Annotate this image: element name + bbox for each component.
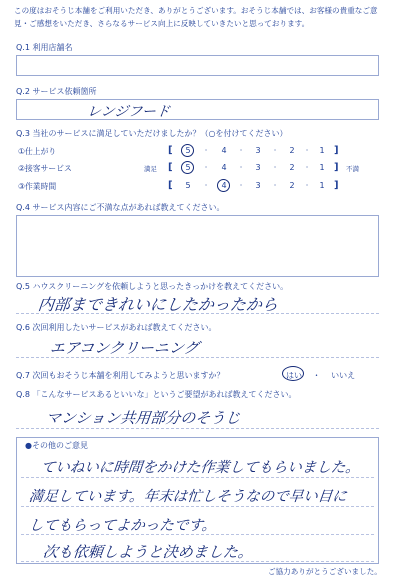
- q1-label: Q.1 利用店舗名: [16, 43, 73, 52]
- selected-circle: [181, 161, 194, 174]
- rating-option-3[interactable]: 3: [255, 181, 261, 190]
- q8-label: Q.8 「こんなサービスあるといいな」というご要望があれば教えてください。: [16, 390, 297, 399]
- q7-no-option[interactable]: いいえ: [331, 371, 356, 380]
- q2-answer-box[interactable]: [16, 99, 379, 120]
- rating-value: 5: [185, 146, 191, 155]
- rating-option-3[interactable]: 3: [255, 163, 261, 172]
- dot-separator: ·: [273, 181, 277, 190]
- q6-label: Q.6 次回利用したいサービスがあれば教えてください。: [16, 323, 217, 332]
- rating-option-5[interactable]: [184, 163, 192, 172]
- dot-separator: ·: [305, 146, 309, 155]
- rating-option-3[interactable]: 3: [255, 146, 261, 155]
- rating-option-5[interactable]: [184, 146, 192, 155]
- selected-circle: [282, 366, 304, 381]
- q7-options: [286, 370, 355, 381]
- q5-label: Q.5 ハウスクリーニングを依頼しようと思ったきっかけを教えてください。: [16, 282, 289, 291]
- q3-row-label: ①仕上がり: [18, 147, 57, 156]
- rating-option-4[interactable]: [220, 181, 228, 190]
- rating-option-2[interactable]: 2: [289, 181, 295, 190]
- rating-option-1[interactable]: 1: [319, 146, 325, 155]
- q6-answer-line: [16, 357, 379, 358]
- q3-row-label: ②接客サービス: [18, 164, 72, 173]
- bracket-left: [: [168, 180, 173, 191]
- ruled-line: [21, 506, 374, 507]
- q6-answer: エアコンクリーニング: [49, 339, 200, 357]
- q5-answer: 内部まできれいにしたかったから: [36, 295, 279, 314]
- q4-label: Q.4 サービス内容にご不満な点があれば教えてください。: [16, 203, 225, 212]
- rating-option-4[interactable]: 4: [221, 146, 227, 155]
- satisfied-label: 満足: [144, 165, 157, 173]
- q8-answer-line: [16, 428, 379, 429]
- q7-yes-option[interactable]: [286, 370, 302, 381]
- q5-answer-line: [16, 313, 379, 314]
- dot-separator: ·: [204, 181, 208, 190]
- q1-answer-box[interactable]: [16, 55, 379, 76]
- dot-separator: ·: [239, 163, 243, 172]
- q7-label: Q.7 次回もおそうじ本舗を利用してみようと思いますか？: [16, 371, 225, 380]
- thanks-message: ご協力ありがとうございました。: [268, 567, 382, 576]
- rating-value: 4: [221, 181, 227, 190]
- q8-answer: マンション共用部分のそうじ: [45, 409, 242, 427]
- q4-answer-box[interactable]: [16, 215, 379, 277]
- comment-line-4: 次も依頼しようと決めました。: [42, 543, 254, 561]
- selected-circle: [181, 144, 194, 157]
- dot-separator: ·: [305, 163, 309, 172]
- rating-option-1[interactable]: 1: [319, 163, 325, 172]
- comment-line-3: してもらってよかったです。: [28, 518, 218, 534]
- rating-option-1[interactable]: 1: [319, 181, 325, 190]
- bracket-right: ]: [334, 180, 339, 191]
- rating-option-4[interactable]: 4: [221, 163, 227, 172]
- dot-separator: ·: [239, 181, 243, 190]
- q2-answer: レンジフード: [86, 104, 171, 120]
- dot-separator: ·: [204, 146, 208, 155]
- bracket-right: ]: [334, 162, 339, 173]
- rating-option-2[interactable]: 2: [289, 146, 295, 155]
- q7-separator: ・: [312, 371, 321, 380]
- rating-option-5[interactable]: 5: [185, 181, 191, 190]
- dot-separator: ·: [305, 181, 309, 190]
- dot-separator: ·: [204, 163, 208, 172]
- other-comments-label: ●その他のご意見: [25, 441, 88, 450]
- q7-yes-label: はい: [286, 371, 302, 380]
- unsatisfied-label: 不満: [346, 165, 359, 173]
- dot-separator: ·: [273, 163, 277, 172]
- ruled-line: [21, 477, 374, 478]
- other-comments-box[interactable]: [16, 437, 379, 564]
- q2-label: Q.2 サービス依頼箇所: [16, 87, 97, 96]
- bracket-right: ]: [334, 145, 339, 156]
- q3-row-label: ③作業時間: [18, 182, 57, 191]
- rating-option-2[interactable]: 2: [289, 163, 295, 172]
- comment-line-2: 満足しています。年末は忙しそうなので早い目に: [28, 489, 348, 505]
- dot-separator: ·: [273, 146, 277, 155]
- bracket-left: [: [168, 145, 173, 156]
- q3-label: Q.3 当社のサービスに満足していただけましたか？（○を付けてください）: [16, 129, 288, 138]
- bracket-left: [: [168, 162, 173, 173]
- dot-separator: ·: [239, 146, 243, 155]
- rating-value: 5: [185, 163, 191, 172]
- intro-text: この度はおそうじ本舗をご利用いただき、ありがとうございます。おそうじ本舗では、お客様の貴重なご意見・ご感想をいただき、さらなるサービス向上に反映していきたいと思っております。: [14, 6, 378, 28]
- comment-line-1: ていねいに時間をかけた作業してもらいました。: [40, 460, 361, 476]
- selected-circle: [217, 179, 230, 192]
